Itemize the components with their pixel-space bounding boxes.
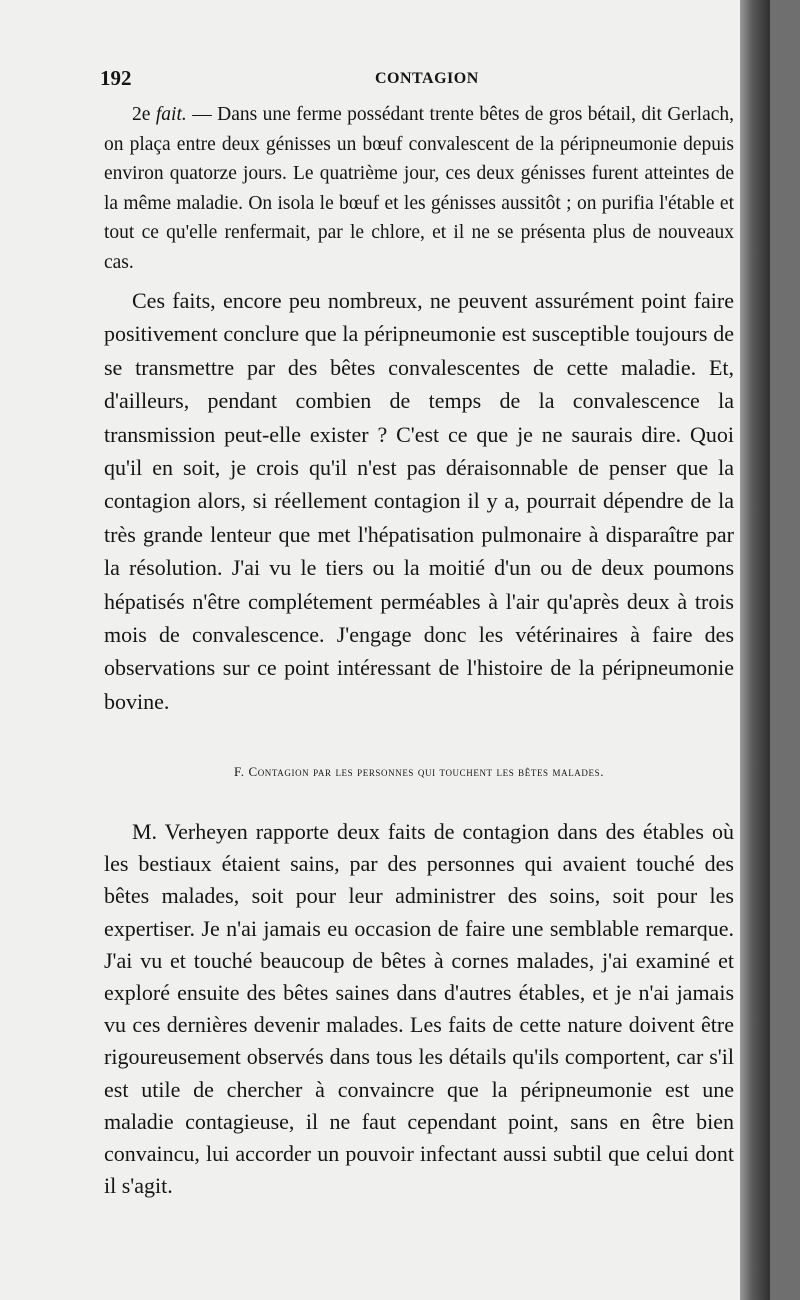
running-head: CONTAGION — [375, 70, 479, 87]
case-label: 2e — [132, 104, 151, 125]
discussion-paragraph — [104, 284, 734, 718]
case-two-paragraph — [104, 100, 734, 277]
page-number: 192 — [100, 66, 132, 90]
verheyen-text: M. Verheyen rapporte deux faits de contagion dans des étables où les bestiaux étaient sains, par des personnes qui avaient touché des bêtes malades, soit pour leur administrer des soins, soit pour les expertiser. Je n'ai jamais eu occasion de faire une semblable remarque. J'ai vu et touché beaucoup de bêtes à cornes malades, j'ai examiné et exploré ensuite des bêtes saines dans d'autres étables, et je n'ai jamais vu ces dernières devenir malades. Les faits de cette nature doivent être rigoureusement observés dans tous les détails qu'ils comportent, car s'il est utile de chercher à convaincre que la péripneumonie est une maladie contagieuse, il ne faut cependant point, sans en être bien convaincu, lui accorder un pouvoir infectant aussi subtil que celui dont il s'agit. — [104, 819, 734, 1199]
section-title: Contagion par les personnes qui touchent les bêtes malades. — [248, 764, 605, 779]
page-edge-shadow — [740, 0, 770, 1300]
verheyen-paragraph — [104, 816, 734, 1202]
page-header — [100, 66, 730, 96]
case-label-word: fait. — [155, 104, 187, 125]
section-letter: F. — [233, 764, 245, 779]
case-two-text: — Dans une ferme possédant trente bêtes de gros bétail, dit Gerlach, on plaça entre deux génisses un bœuf convalescent de la péripneumonie depuis environ quatorze jours. Le quatrième jour, ces deux génisses furent atteintes de la même maladie. On isola le bœuf et les génisses aussitôt ; on purifia l'étable et tout ce qu'elle renfermait, par le chlore, et il ne se présenta plus de nouveaux cas. — [104, 104, 735, 273]
discussion-text: Ces faits, encore peu nombreux, ne peuvent assurément point faire positivement conclure que la péripneumonie est susceptible toujours de se transmettre par des bêtes convalescentes de cette maladie. Et, d'ailleurs, pendant combien de temps de la convalescence la transmission peut-elle exister ? C'est ce que je ne saurais dire. Quoi qu'il en soit, je crois qu'il n'est pas déraisonnable de penser que la contagion alors, si réellement contagion il y a, pourrait dépendre de la très grande lenteur que met l'hépatisation pulmonaire à disparaître par la résolution. J'ai vu le tiers ou la moitié d'un ou de deux poumons hépatisés n'être complétement perméables à l'air qu'après deux à trois mois de convalescence. J'engage donc les vétérinaires à faire des observations sur ce point intéressant de l'histoire de la péripneumonie bovine. — [104, 288, 734, 714]
section-heading — [104, 764, 734, 780]
